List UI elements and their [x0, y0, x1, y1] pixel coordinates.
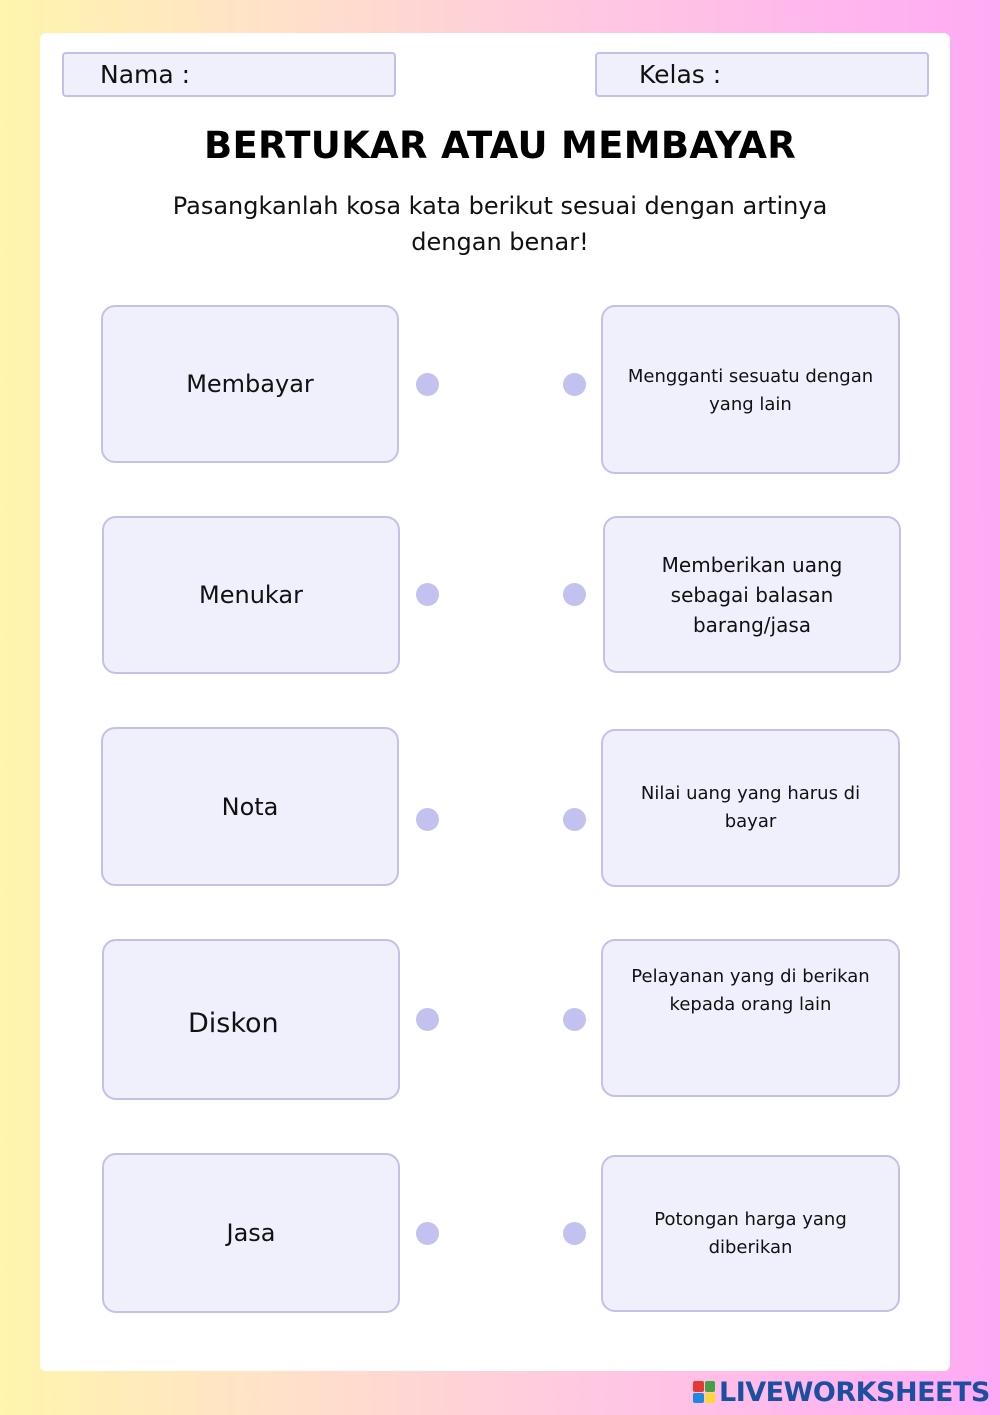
- right-connector-dot[interactable]: [563, 1008, 586, 1031]
- meaning-card[interactable]: [601, 1155, 900, 1312]
- left-connector-dot[interactable]: [416, 1222, 439, 1245]
- word-label: Menukar: [199, 581, 303, 609]
- left-connector-dot[interactable]: [416, 808, 439, 831]
- liveworksheets-brand: [693, 1376, 990, 1408]
- right-connector-dot[interactable]: [563, 1222, 586, 1245]
- left-connector-dot[interactable]: [416, 1008, 439, 1031]
- word-card[interactable]: [101, 305, 399, 463]
- name-field[interactable]: [62, 52, 396, 97]
- meaning-label: Memberikan uang sebagai balasan barang/jasa: [661, 552, 843, 637]
- meaning-card[interactable]: [601, 939, 900, 1097]
- brand-text: LIVEWORKSHEETS: [719, 1376, 990, 1408]
- word-label: Diskon: [188, 1008, 279, 1039]
- meaning-card[interactable]: [601, 729, 900, 887]
- logo-tile: [705, 1393, 716, 1404]
- right-connector-dot[interactable]: [563, 808, 586, 831]
- meaning-label: Pelayanan yang di berikan kepada orang lain: [631, 966, 870, 1015]
- liveworksheets-logo-icon: [693, 1381, 715, 1403]
- meaning-label: Nilai uang yang harus di bayar: [640, 783, 861, 832]
- word-label: Nota: [221, 792, 279, 821]
- instruction-text: Pasangkanlah kosa kata berikut sesuai dengan artinya dengan benar!: [172, 192, 828, 256]
- word-card[interactable]: [101, 727, 399, 886]
- meaning-label: Potongan harga yang diberikan: [654, 1208, 847, 1258]
- word-card[interactable]: [102, 516, 400, 674]
- name-label: Nama :: [100, 60, 191, 89]
- logo-tile: [693, 1393, 704, 1404]
- word-card[interactable]: [102, 1153, 400, 1313]
- right-connector-dot[interactable]: [563, 583, 586, 606]
- left-connector-dot[interactable]: [416, 583, 439, 606]
- page-title: BERTUKAR ATAU MEMBAYAR: [203, 124, 796, 167]
- meaning-card[interactable]: [603, 516, 901, 673]
- word-label: Membayar: [186, 370, 314, 398]
- class-field[interactable]: [595, 52, 929, 97]
- right-connector-dot[interactable]: [563, 373, 586, 396]
- logo-tile: [693, 1381, 704, 1392]
- word-card[interactable]: [102, 939, 400, 1100]
- word-label: Jasa: [226, 1219, 276, 1247]
- left-connector-dot[interactable]: [416, 373, 439, 396]
- class-label: Kelas :: [639, 60, 722, 89]
- meaning-label: Mengganti sesuatu dengan yang lain: [627, 366, 874, 415]
- meaning-card[interactable]: [601, 305, 900, 474]
- logo-tile: [705, 1381, 716, 1392]
